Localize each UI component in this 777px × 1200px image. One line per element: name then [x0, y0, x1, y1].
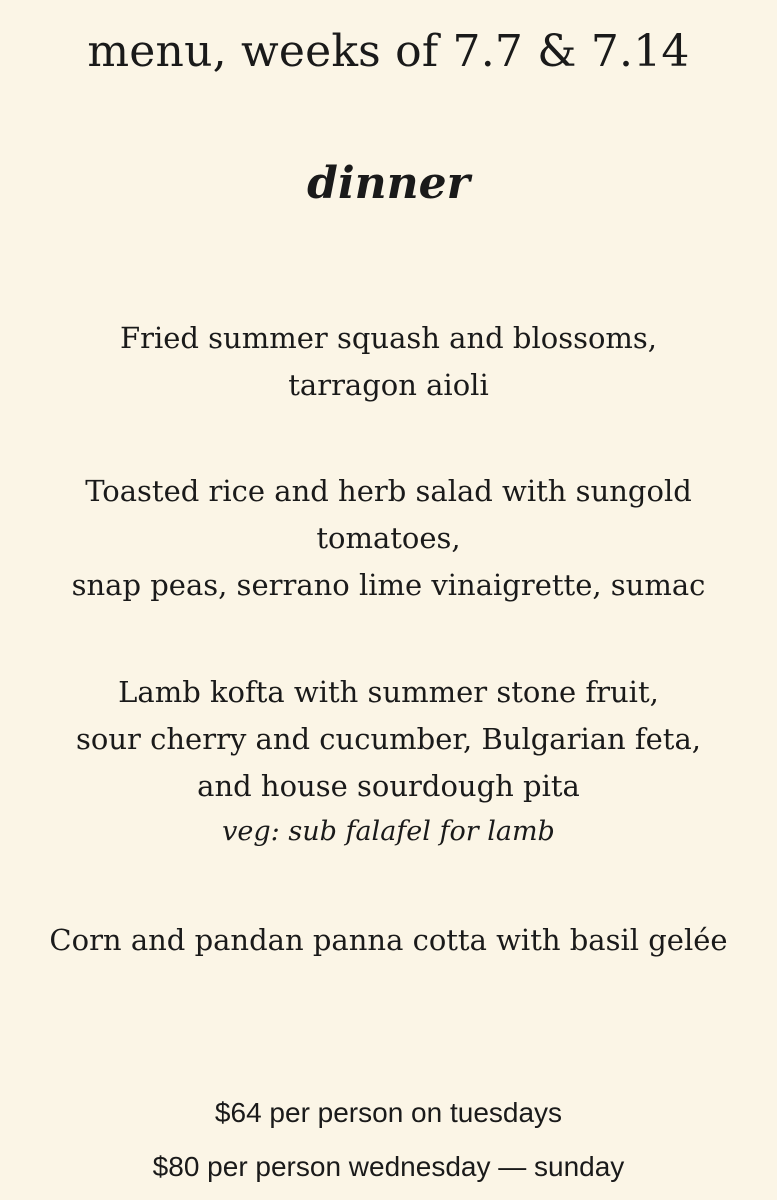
meal-heading: dinner [307, 158, 470, 209]
course-line: sour cherry and cucumber, Bulgarian feta, [76, 722, 701, 756]
course-line: Lamb kofta with summer stone fruit, [118, 675, 659, 709]
menu-title: menu, weeks of 7.7 & 7.14 [87, 26, 690, 77]
price-wednesday-sunday: $80 per person wednesday — sunday [152, 1151, 625, 1182]
course-line: Corn and pandan panna cotta with basil gelée [49, 923, 728, 957]
price-tuesday: $64 per person on tuesdays [214, 1097, 563, 1128]
course-line: and house sourdough pita [197, 769, 580, 803]
course-line: tomatoes, [316, 521, 461, 555]
course-line: Toasted rice and herb salad with sungold [85, 474, 692, 508]
course-line: Fried summer squash and blossoms, [119, 321, 658, 355]
course-item [40, 315, 737, 409]
course-line: tarragon aioli [288, 368, 489, 402]
course-item [40, 669, 737, 854]
vegetarian-note: veg: sub falafel for lamb [222, 816, 555, 847]
course-item [40, 917, 737, 964]
course-line: snap peas, serrano lime vinaigrette, sumac [71, 568, 706, 602]
course-item [40, 468, 737, 609]
